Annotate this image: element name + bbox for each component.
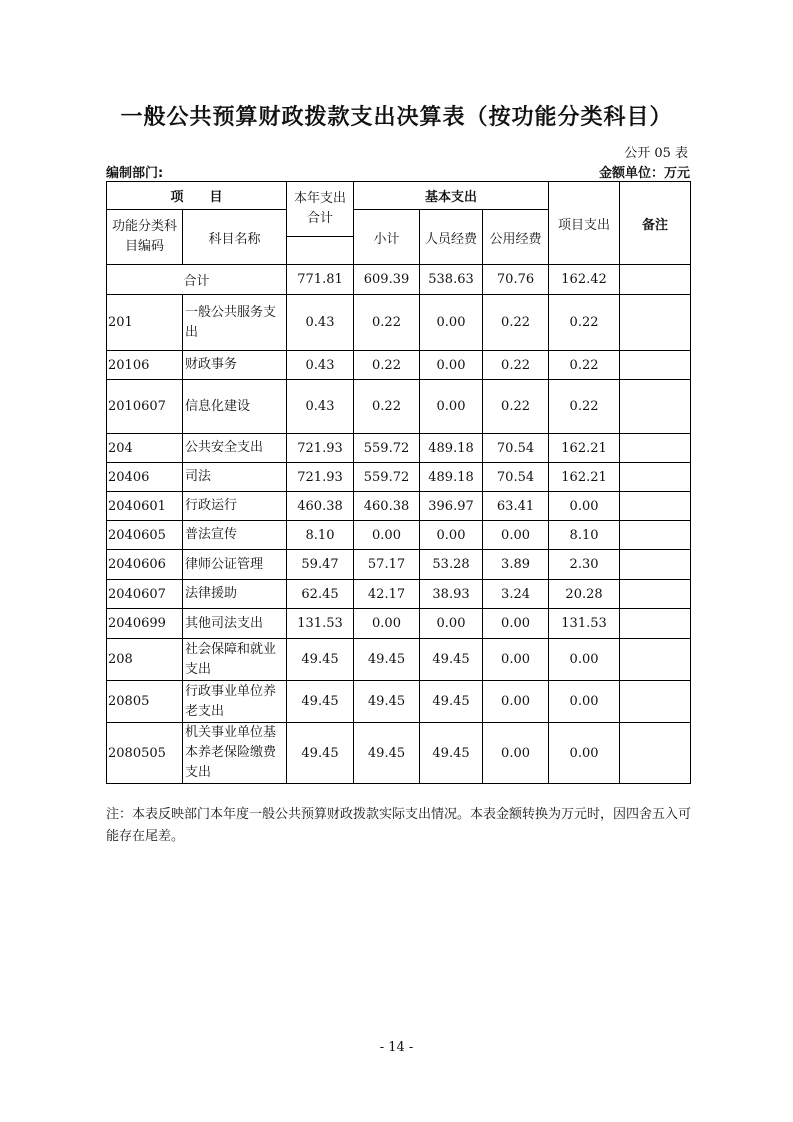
remark-cell xyxy=(620,580,691,609)
name-cell: 社会保障和就业支出 xyxy=(183,639,287,681)
remark-cell xyxy=(620,609,691,639)
expenditure-table xyxy=(106,181,691,784)
code-cell: 2040699 xyxy=(107,609,183,639)
public-cell: 70.54 xyxy=(483,434,549,463)
personnel-cell: 0.00 xyxy=(420,295,483,351)
year-total-cell: 49.45 xyxy=(287,723,354,784)
project-cell: 0.00 xyxy=(549,639,620,681)
code-cell: 208 xyxy=(107,639,183,681)
table-row xyxy=(107,351,691,380)
public-cell: 70.54 xyxy=(483,463,549,492)
project-cell: 162.21 xyxy=(549,463,620,492)
year-total-cell: 49.45 xyxy=(287,681,354,723)
name-cell: 信息化建设 xyxy=(183,380,287,434)
remark-cell xyxy=(620,351,691,380)
subtotal-cell: 559.72 xyxy=(354,463,420,492)
code-cell: 204 xyxy=(107,434,183,463)
header-name: 科目名称 xyxy=(183,210,287,265)
personnel-cell: 49.45 xyxy=(420,681,483,723)
project-cell: 2.30 xyxy=(549,550,620,580)
total-row xyxy=(107,265,691,295)
year-total-cell: 0.43 xyxy=(287,295,354,351)
project-cell: 131.53 xyxy=(549,609,620,639)
subtotal-cell: 49.45 xyxy=(354,723,420,784)
table-row xyxy=(107,380,691,434)
subtotal-cell: 49.45 xyxy=(354,639,420,681)
personnel-cell: 0.00 xyxy=(420,609,483,639)
code-cell: 20106 xyxy=(107,351,183,380)
public-cell: 0.22 xyxy=(483,380,549,434)
remark-cell xyxy=(620,463,691,492)
remark-cell xyxy=(620,492,691,521)
subtotal-cell: 0.00 xyxy=(354,609,420,639)
table-row xyxy=(107,609,691,639)
personnel-cell: 396.97 xyxy=(420,492,483,521)
code-cell: 201 xyxy=(107,295,183,351)
subtotal-cell: 0.22 xyxy=(354,295,420,351)
remark-cell xyxy=(620,295,691,351)
project-cell: 20.28 xyxy=(549,580,620,609)
year-total-cell: 59.47 xyxy=(287,550,354,580)
code-cell: 2040607 xyxy=(107,580,183,609)
name-cell: 行政运行 xyxy=(183,492,287,521)
year-total-cell: 62.45 xyxy=(287,580,354,609)
year-total-cell: 131.53 xyxy=(287,609,354,639)
total-remark-cell xyxy=(620,265,691,295)
name-cell: 其他司法支出 xyxy=(183,609,287,639)
table-row xyxy=(107,723,691,784)
personnel-cell: 49.45 xyxy=(420,639,483,681)
personnel-cell: 0.00 xyxy=(420,380,483,434)
remark-cell xyxy=(620,639,691,681)
name-cell: 公共安全支出 xyxy=(183,434,287,463)
personnel-cell: 38.93 xyxy=(420,580,483,609)
header-project: 项目支出 xyxy=(549,182,620,265)
public-cell: 3.24 xyxy=(483,580,549,609)
total-public-cell: 70.76 xyxy=(483,265,549,295)
header-public: 公用经费 xyxy=(483,210,549,265)
currency-unit-label: 金额单位：万元 xyxy=(598,166,690,181)
total-project-cell: 162.42 xyxy=(549,265,620,295)
remark-cell xyxy=(620,380,691,434)
subtotal-cell: 49.45 xyxy=(354,681,420,723)
public-cell: 0.00 xyxy=(483,681,549,723)
name-cell: 法律援助 xyxy=(183,580,287,609)
header-code: 功能分类科目编码 xyxy=(107,210,183,265)
header-line xyxy=(106,162,690,181)
name-cell: 律师公证管理 xyxy=(183,550,287,580)
subtotal-cell: 460.38 xyxy=(354,492,420,521)
public-cell: 0.22 xyxy=(483,351,549,380)
name-cell: 一般公共服务支出 xyxy=(183,295,287,351)
page-title: 一般公共预算财政拨款支出决算表（按功能分类科目） xyxy=(120,105,673,130)
year-total-cell: 460.38 xyxy=(287,492,354,521)
name-cell: 机关事业单位基本养老保险缴费支出 xyxy=(183,723,287,784)
table-row xyxy=(107,295,691,351)
header-subtotal: 小计 xyxy=(354,210,420,265)
remark-cell xyxy=(620,681,691,723)
total-subtotal-cell: 609.39 xyxy=(354,265,420,295)
subtotal-cell: 559.72 xyxy=(354,434,420,463)
project-cell: 0.00 xyxy=(549,723,620,784)
subtotal-cell: 42.17 xyxy=(354,580,420,609)
subtotal-cell: 57.17 xyxy=(354,550,420,580)
table-note: 注：本表反映部门本年度一般公共预算财政拨款实际支出情况。本表金额转换为万元时，因四舍五入可能存在尾差。 xyxy=(106,807,692,844)
subtotal-cell: 0.22 xyxy=(354,380,420,434)
table-row xyxy=(107,550,691,580)
personnel-cell: 49.45 xyxy=(420,723,483,784)
personnel-cell: 489.18 xyxy=(420,463,483,492)
public-cell: 0.00 xyxy=(483,609,549,639)
table-row xyxy=(107,681,691,723)
project-cell: 0.00 xyxy=(549,681,620,723)
header-personnel: 人员经费 xyxy=(420,210,483,265)
subtotal-cell: 0.22 xyxy=(354,351,420,380)
project-cell: 0.22 xyxy=(549,295,620,351)
name-cell: 普法宣传 xyxy=(183,521,287,550)
personnel-cell: 0.00 xyxy=(420,351,483,380)
personnel-cell: 53.28 xyxy=(420,550,483,580)
remark-cell xyxy=(620,434,691,463)
name-cell: 司法 xyxy=(183,463,287,492)
year-total-cell: 0.43 xyxy=(287,380,354,434)
header-item: 项 目 xyxy=(107,182,287,210)
code-cell: 2040605 xyxy=(107,521,183,550)
header-total-year: 本年支出合计 xyxy=(287,182,354,237)
project-cell: 162.21 xyxy=(549,434,620,463)
remark-cell xyxy=(620,550,691,580)
year-total-cell: 49.45 xyxy=(287,639,354,681)
table-row xyxy=(107,580,691,609)
remark-cell xyxy=(620,723,691,784)
year-total-cell: 721.93 xyxy=(287,463,354,492)
table-row xyxy=(107,434,691,463)
code-cell: 2080505 xyxy=(107,723,183,784)
project-cell: 0.22 xyxy=(549,380,620,434)
public-cell: 0.00 xyxy=(483,521,549,550)
name-cell: 行政事业单位养老支出 xyxy=(183,681,287,723)
page-number: - 14 - xyxy=(379,1040,414,1055)
table-row xyxy=(107,463,691,492)
header-basic: 基本支出 xyxy=(354,182,549,210)
code-cell: 20406 xyxy=(107,463,183,492)
project-cell: 0.00 xyxy=(549,492,620,521)
year-total-cell: 8.10 xyxy=(287,521,354,550)
table-row xyxy=(107,639,691,681)
form-number: 公开 05 表 xyxy=(624,146,688,161)
header-remark: 备注 xyxy=(620,182,691,265)
table-row xyxy=(107,492,691,521)
subtotal-cell: 0.00 xyxy=(354,521,420,550)
public-cell: 0.00 xyxy=(483,723,549,784)
name-cell: 财政事务 xyxy=(183,351,287,380)
year-total-cell: 0.43 xyxy=(287,351,354,380)
total-personnel-cell: 538.63 xyxy=(420,265,483,295)
table-row xyxy=(107,521,691,550)
public-cell: 0.00 xyxy=(483,639,549,681)
year-total-cell: 721.93 xyxy=(287,434,354,463)
project-cell: 0.22 xyxy=(549,351,620,380)
compiling-unit-label: 编制部门: xyxy=(106,166,164,181)
personnel-cell: 489.18 xyxy=(420,434,483,463)
project-cell: 8.10 xyxy=(549,521,620,550)
remark-cell xyxy=(620,521,691,550)
total-year-cell: 771.81 xyxy=(287,265,354,295)
personnel-cell: 0.00 xyxy=(420,521,483,550)
code-cell: 2010607 xyxy=(107,380,183,434)
total-label: 合计 xyxy=(107,265,287,295)
code-cell: 20805 xyxy=(107,681,183,723)
public-cell: 0.22 xyxy=(483,295,549,351)
code-cell: 2040601 xyxy=(107,492,183,521)
public-cell: 63.41 xyxy=(483,492,549,521)
code-cell: 2040606 xyxy=(107,550,183,580)
public-cell: 3.89 xyxy=(483,550,549,580)
